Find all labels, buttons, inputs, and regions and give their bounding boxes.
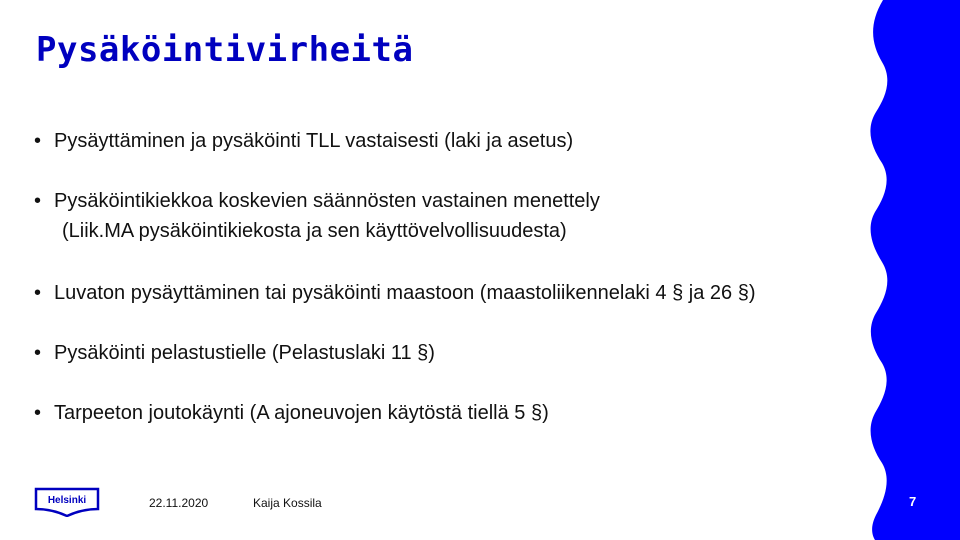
bullet-marker: •	[34, 190, 42, 212]
logo-text: Helsinki	[47, 495, 87, 506]
bullet-item	[34, 126, 573, 156]
footer-date: 22.11.2020	[149, 496, 209, 510]
bullet-text: Pysäyttäminen ja pysäköinti TLL vastaisesti (laki ja asetus)	[54, 130, 574, 152]
bullet-marker: •	[34, 402, 42, 424]
bullet-item	[34, 186, 600, 246]
bullet-item	[34, 338, 435, 368]
page-number: 7	[909, 494, 917, 509]
bullet-text: Pysäköinti pelastustielle (Pelastuslaki 11 §)	[54, 342, 435, 364]
bullet-marker: •	[34, 282, 42, 304]
bullet-marker: •	[34, 130, 42, 152]
bullet-text: Tarpeeton joutokäynti (A ajoneuvojen käytöstä tiellä 5 §)	[54, 402, 549, 424]
bullet-text: Pysäköintikiekkoa koskevien säännösten vastainen menettely	[54, 190, 600, 212]
bullet-text: Luvaton pysäyttäminen tai pysäköinti maastoon (maastoliikennelaki 4 § ja 26 §)	[54, 282, 756, 304]
helsinki-logo	[34, 487, 100, 517]
bullet-item	[34, 398, 549, 428]
slide-title: Pysäköintivirheitä	[36, 30, 414, 70]
bullet-item	[34, 278, 756, 308]
bullet-text-continuation: (Liik.MA pysäköintikiekosta ja sen käyttövelvollisuudesta)	[62, 220, 567, 242]
footer-author: Kaija Kossila	[253, 496, 322, 510]
bullet-marker: •	[34, 342, 42, 364]
